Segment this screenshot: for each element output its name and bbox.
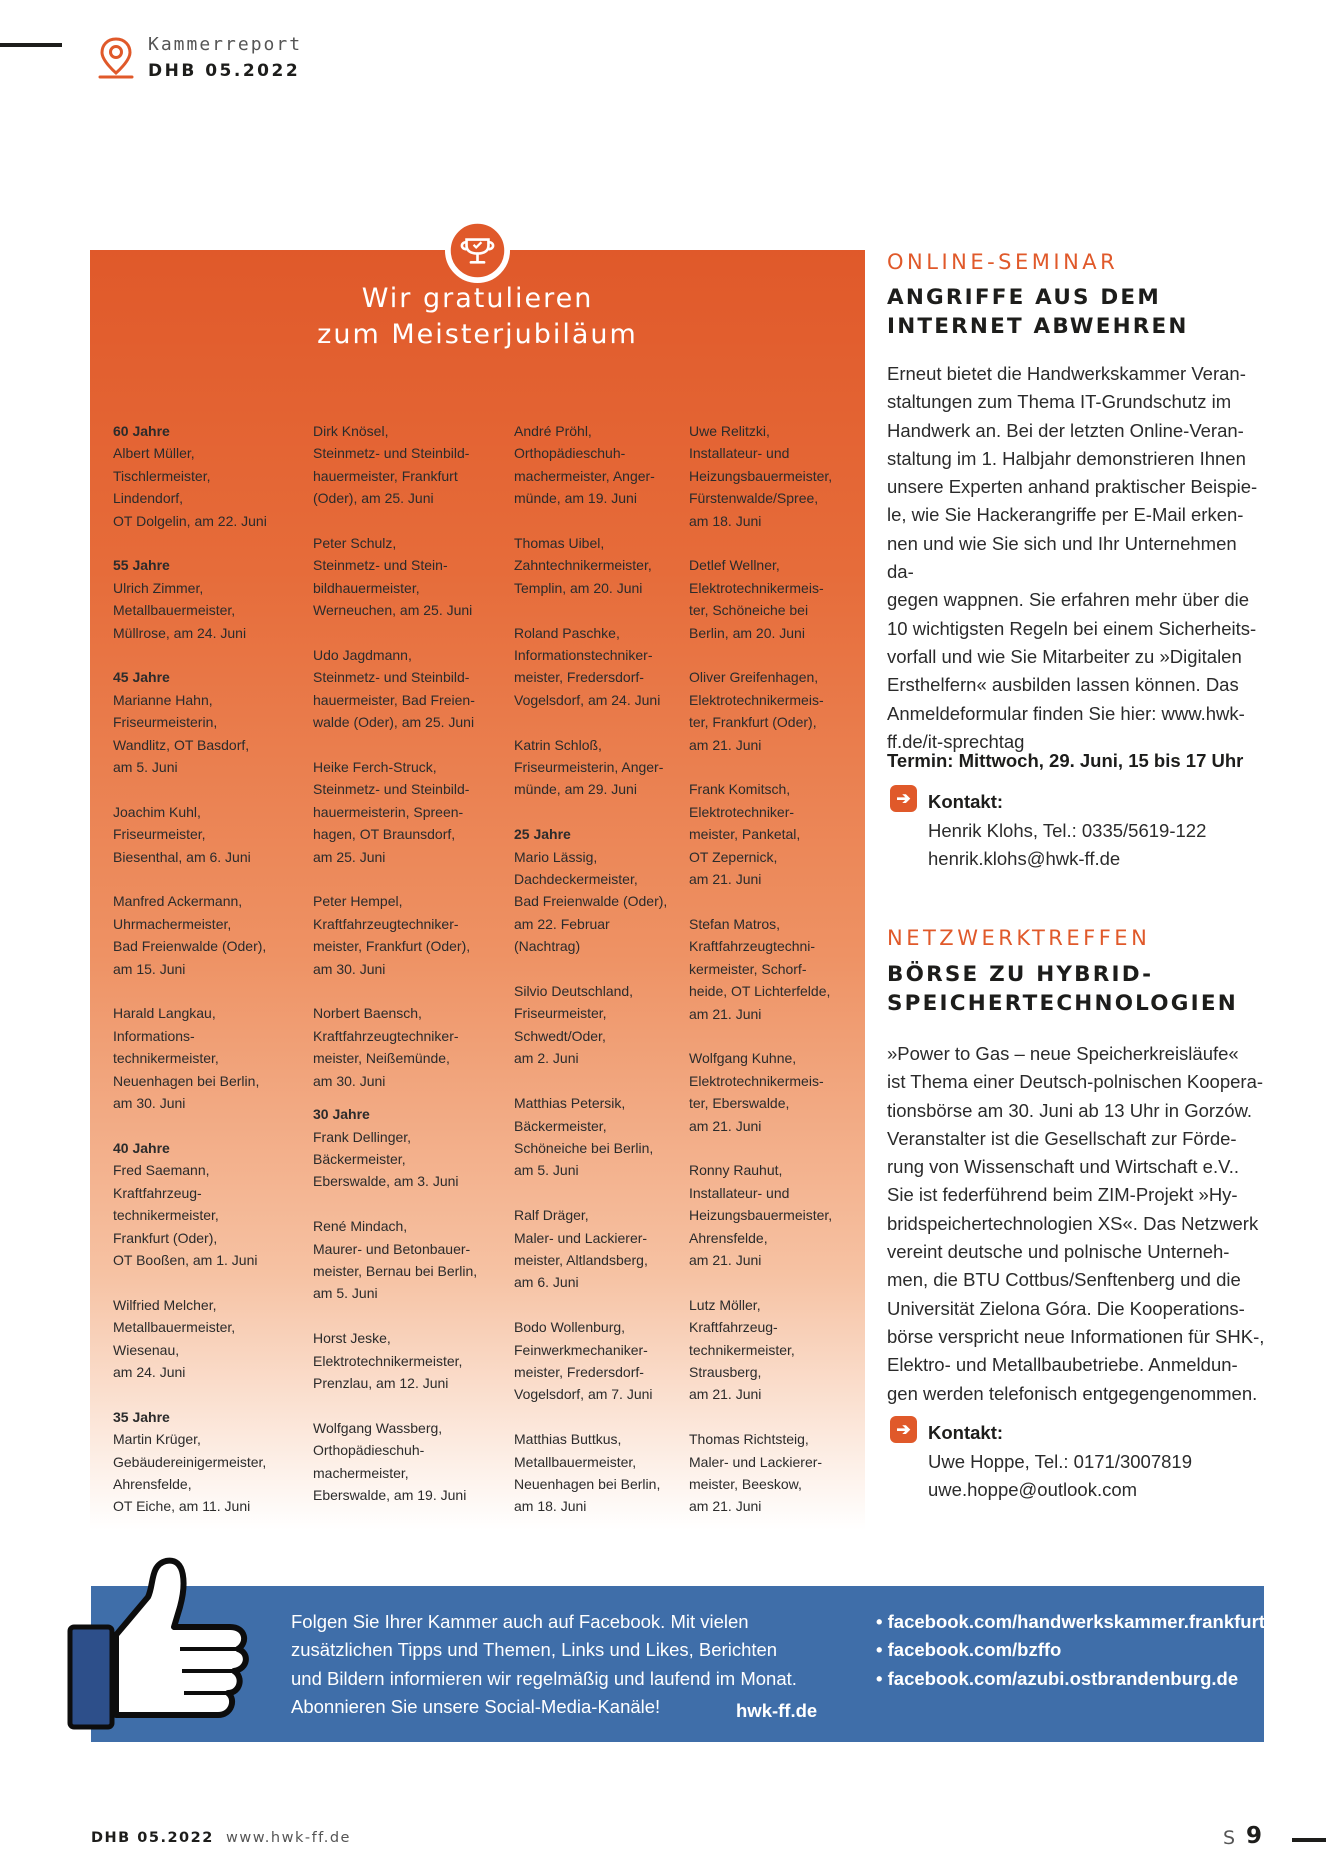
jubilee-entry bbox=[313, 1002, 477, 1092]
seminar-contact-label: Kontakt: bbox=[928, 791, 1004, 812]
jubilee-entry-line: Fürstenwalde/Spree, bbox=[689, 490, 819, 507]
jubilee-entry-line: Stefan Matros, bbox=[689, 915, 781, 932]
jubilee-entry-line: am 22. Februar bbox=[514, 915, 610, 932]
jubilee-entry bbox=[689, 913, 832, 1025]
jubilee-entry-line: Elektrotechnikermeis- bbox=[689, 691, 824, 708]
jubilee-entry-line: Ahrensfelde, bbox=[689, 1229, 768, 1246]
seminar-body bbox=[887, 360, 1267, 756]
jubilee-entry-line: hauermeister, Bad Freien- bbox=[313, 691, 475, 708]
jubilee-entry-line: Peter Schulz, bbox=[313, 535, 397, 552]
jubilee-entry-line: Uwe Relitzki, bbox=[689, 423, 770, 439]
jubilee-entry-line: am 24. Juni bbox=[113, 1363, 186, 1380]
header-section: Kammerreport bbox=[148, 34, 303, 55]
jubilee-entry-line: René Mindach, bbox=[313, 1218, 408, 1235]
seminar-contact bbox=[928, 817, 1206, 874]
jubilee-entry-line: Fred Saemann, bbox=[113, 1162, 210, 1179]
jubilee-entry bbox=[113, 420, 267, 532]
jubilee-entry bbox=[514, 823, 667, 957]
jubilee-entry-line: Marianne Hahn, bbox=[113, 691, 213, 708]
jubilee-entry-line: hauermeister, Frankfurt bbox=[313, 467, 458, 484]
jubilee-entry-line: Gebäudereinigermeister, bbox=[113, 1453, 267, 1470]
jubilee-entry bbox=[313, 890, 477, 980]
jubilee-entry-line: am 25. Juni bbox=[313, 848, 386, 865]
jubilee-entry-line: Katrin Schloß, bbox=[514, 736, 602, 753]
jubilee-entry-line: Steinmetz- und Stein- bbox=[313, 557, 448, 574]
jubilee-entry-line: Eberswalde, am 19. Juni bbox=[313, 1486, 467, 1503]
jubilee-entry-line: am 18. Juni bbox=[689, 512, 762, 529]
jubilee-entry bbox=[689, 666, 832, 756]
jubilee-entry bbox=[689, 778, 832, 890]
network-body-line: Elektro- und Metallbaubetriebe. Anmeldun- bbox=[887, 1354, 1238, 1376]
facebook-text-line: Folgen Sie Ihrer Kammer auch auf Facebook. Mit vielen bbox=[291, 1611, 749, 1632]
seminar-title-line2: INTERNET ABWEHREN bbox=[887, 314, 1189, 339]
jubilee-entry-line: am 21. Juni bbox=[689, 1498, 762, 1515]
jubilee-entry-line: Frank Dellinger, bbox=[313, 1128, 412, 1145]
jubilee-entry-line: Wolfgang Wassberg, bbox=[313, 1419, 443, 1436]
jubilee-entry-line: Elektrotechniker- bbox=[689, 803, 795, 820]
seminar-body-line: Erneut bietet die Handwerkskammer Veran- bbox=[887, 363, 1246, 384]
jubilee-entry-line: Peter Hempel, bbox=[313, 893, 403, 910]
jubilee-entry-line: Vogelsdorf, am 24. Juni bbox=[514, 691, 661, 708]
jubilee-entry-line: bildhauermeister, bbox=[313, 579, 420, 596]
jubilee-entry-line: am 21. Juni bbox=[689, 871, 762, 888]
jubilee-entry-line: Metallbauermeister, bbox=[514, 1453, 637, 1470]
jubilee-entry-line: Friseurmeister, bbox=[514, 1005, 607, 1022]
jubilee-entry bbox=[689, 1047, 832, 1137]
footer-rule bbox=[1292, 1838, 1326, 1842]
network-title-line1: BÖRSE ZU HYBRID- bbox=[887, 962, 1154, 987]
jubilee-entry-line: Ronny Rauhut, bbox=[689, 1162, 783, 1179]
jubilee-entry-line: OT Eiche, am 11. Juni bbox=[113, 1498, 251, 1515]
jubilee-entry-line: kermeister, Schorf- bbox=[689, 960, 807, 977]
jubilee-entry-line: Kraftfahrzeugtechniker- bbox=[313, 915, 459, 932]
jubilee-entry-line: am 21. Juni bbox=[689, 1005, 762, 1022]
jubilee-entry-line: Elektrotechnikermeis- bbox=[689, 579, 824, 596]
jubilee-group-heading: 40 Jahre bbox=[113, 1139, 170, 1156]
jubilee-entry-line: Wandlitz, OT Basdorf, bbox=[113, 736, 250, 753]
jubilee-entry-line: Manfred Ackermann, bbox=[113, 893, 243, 910]
jubilee-entry-line: am 6. Juni bbox=[514, 1274, 579, 1291]
network-body-line: tionsbörse am 30. Juni ab 13 Uhr in Gorzów. bbox=[887, 1099, 1253, 1121]
jubilee-entry-line: Heike Ferch-Struck, bbox=[313, 759, 437, 776]
jubilee-entry bbox=[313, 644, 477, 734]
jubilee-group-heading: 45 Jahre bbox=[113, 669, 170, 686]
jubilee-entry-line: meister, Altlandsberg, bbox=[514, 1251, 648, 1268]
jubilee-entry-line: Frankfurt (Oder), bbox=[113, 1229, 218, 1246]
jubilee-entry-line: am 18. Juni bbox=[514, 1498, 587, 1515]
jubilee-entry-line: am 21. Juni bbox=[689, 1386, 762, 1403]
jubilee-entry-line: Uhrmachermeister, bbox=[113, 915, 232, 932]
jubilee-entry-line: münde, am 19. Juni bbox=[514, 490, 637, 507]
jubilee-entry-line: Wiesenau, bbox=[113, 1341, 180, 1358]
jubilee-entry-line: hauermeisterin, Spreen- bbox=[313, 803, 464, 820]
jubilee-entry-line: Friseurmeister, bbox=[113, 826, 206, 843]
jubilee-entry-line: Vogelsdorf, am 7. Juni bbox=[514, 1386, 653, 1403]
congrats-title-line2: zum Meisterjubiläum bbox=[317, 319, 638, 350]
jubilee-entry-line: Tischlermeister, bbox=[113, 467, 211, 484]
jubilee-entry-line: Mario Lässig, bbox=[514, 848, 598, 865]
jubilee-entry-line: Silvio Deutschland, bbox=[514, 983, 634, 1000]
jubilee-group-heading: 25 Jahre bbox=[514, 826, 571, 843]
jubilee-group-heading: 35 Jahre bbox=[113, 1408, 170, 1425]
facebook-link[interactable]: • facebook.com/azubi.ostbrandenburg.de bbox=[876, 1667, 1239, 1689]
jubilee-entry-line: am 5. Juni bbox=[514, 1162, 579, 1179]
footer-website[interactable]: www.hwk-ff.de bbox=[226, 1830, 351, 1846]
jubilee-entry-line: Thomas Richtsteig, bbox=[689, 1431, 809, 1448]
jubilee-entry bbox=[113, 1002, 267, 1114]
jubilee-entry-line: Dirk Knösel, bbox=[313, 423, 389, 439]
jubilee-entry-line: Bodo Wollenburg, bbox=[514, 1319, 626, 1336]
jubilee-entry-line: Matthias Petersik, bbox=[514, 1095, 626, 1112]
jubilee-entry-line: am 21. Juni bbox=[689, 736, 762, 753]
facebook-link[interactable]: • facebook.com/handwerkskammer.frankfurt bbox=[876, 1611, 1265, 1632]
facebook-links bbox=[876, 1608, 1265, 1693]
jubilee-entry bbox=[689, 1294, 832, 1406]
jubilee-entry-line: Installateur- und bbox=[689, 1184, 790, 1201]
jubilee-entry-line: Bäckermeister, bbox=[514, 1117, 607, 1134]
jubilee-entry-line: technikermeister, bbox=[113, 1207, 219, 1224]
congrats-column-4 bbox=[689, 420, 832, 1518]
arrow-right-icon: ➔ bbox=[890, 785, 917, 812]
network-body-line: rung von Wissenschaft und Wirtschaft e.V.. bbox=[887, 1156, 1240, 1178]
network-kicker: NETZWERKTREFFEN bbox=[887, 926, 1151, 950]
header-rule bbox=[0, 43, 62, 47]
jubilee-entry-line: hagen, OT Braunsdorf, bbox=[313, 826, 456, 843]
jubilee-entry-line: Orthopädieschuh- bbox=[514, 445, 626, 462]
jubilee-entry-line: meister, Panketal, bbox=[689, 826, 801, 843]
network-body-line: Veranstalter ist die Gesellschaft zur Förde- bbox=[887, 1127, 1237, 1149]
jubilee-entry-line: Norbert Baensch, bbox=[313, 1005, 422, 1022]
jubilee-entry-line: Metallbauermeister, bbox=[113, 602, 236, 619]
jubilee-entry bbox=[514, 420, 667, 510]
seminar-body-line: nen und wie Sie sich und Ihr Unternehmen da- bbox=[887, 532, 1237, 583]
jubilee-entry bbox=[113, 1294, 267, 1384]
jubilee-entry-line: Heizungsbauermeister, bbox=[689, 467, 833, 484]
jubilee-entry-line: meister, Fredersdorf- bbox=[514, 669, 644, 686]
seminar-contact-email[interactable]: henrik.klohs@hwk-ff.de bbox=[928, 848, 1121, 870]
footer-info bbox=[91, 1830, 351, 1846]
jubilee-entry-line: OT Zepernick, bbox=[689, 848, 778, 865]
jubilee-entry-line: Detlef Wellner, bbox=[689, 557, 780, 574]
jubilee-entry-line: Bad Freienwalde (Oder), bbox=[113, 938, 267, 955]
jubilee-entry-line: Feinwerkmechaniker- bbox=[514, 1341, 648, 1358]
network-body-line: »Power to Gas – neue Speicherkreisläufe« bbox=[887, 1043, 1239, 1064]
jubilee-entry-line: meister, Frankfurt (Oder), bbox=[313, 938, 471, 955]
congrats-column-3 bbox=[514, 420, 667, 1518]
jubilee-entry-line: am 21. Juni bbox=[689, 1251, 762, 1268]
jubilee-entry-line: Berlin, am 20. Juni bbox=[689, 624, 805, 641]
network-contact-label: Kontakt: bbox=[928, 1422, 1004, 1443]
jubilee-entry-line: am 30. Juni bbox=[313, 960, 386, 977]
jubilee-entry bbox=[689, 420, 832, 532]
jubilee-entry bbox=[113, 1406, 267, 1518]
jubilee-entry-line: Maler- und Lackierer- bbox=[514, 1229, 648, 1246]
seminar-title bbox=[887, 283, 1189, 341]
jubilee-entry-line: Matthias Buttkus, bbox=[514, 1431, 622, 1448]
page-number: 9 bbox=[1246, 1823, 1263, 1849]
jubilee-entry bbox=[113, 801, 267, 868]
seminar-body-line: staltung im 1. Halbjahr demonstrieren Ihnen bbox=[887, 447, 1246, 469]
jubilee-entry-line: Maurer- und Betonbauer- bbox=[313, 1240, 471, 1257]
jubilee-group-heading: 30 Jahre bbox=[313, 1106, 370, 1123]
jubilee-entry bbox=[113, 666, 267, 778]
jubilee-entry-line: Neuenhagen bei Berlin, bbox=[514, 1475, 661, 1492]
jubilee-entry-line: Neuenhagen bei Berlin, bbox=[113, 1072, 260, 1089]
arrow-right-icon: ➔ bbox=[890, 1416, 917, 1443]
jubilee-entry bbox=[689, 1159, 832, 1271]
jubilee-entry-line: Prenzlau, am 12. Juni bbox=[313, 1374, 449, 1391]
jubilee-entry bbox=[113, 554, 267, 644]
jubilee-entry-line: Eberswalde, am 3. Juni bbox=[313, 1173, 459, 1190]
jubilee-entry-line: Kraftfahrzeugtechni- bbox=[689, 938, 816, 955]
jubilee-entry-line: Albert Müller, bbox=[113, 445, 195, 462]
jubilee-entry-line: Elektrotechnikermeister, bbox=[313, 1352, 463, 1369]
facebook-text-line: Abonnieren Sie unsere Social-Media-Kanäle! bbox=[291, 1695, 661, 1717]
congrats-column-2 bbox=[313, 420, 477, 1506]
jubilee-entry-line: Dachdeckermeister, bbox=[514, 871, 638, 888]
jubilee-entry bbox=[313, 1417, 477, 1507]
jubilee-entry bbox=[313, 1103, 477, 1193]
location-pin-icon bbox=[97, 36, 135, 80]
jubilee-entry-line: Installateur- und bbox=[689, 445, 790, 462]
congrats-column-1 bbox=[113, 420, 267, 1518]
jubilee-entry bbox=[514, 1204, 667, 1294]
jubilee-entry-line: (Nachtrag) bbox=[514, 938, 581, 955]
jubilee-entry-line: Schöneiche bei Berlin, bbox=[514, 1139, 654, 1156]
jubilee-entry-line: am 2. Juni bbox=[514, 1050, 579, 1067]
jubilee-entry-line: Steinmetz- und Steinbild- bbox=[313, 669, 470, 686]
jubilee-entry-line: Harald Langkau, bbox=[113, 1005, 216, 1022]
jubilee-entry-line: Templin, am 20. Juni bbox=[514, 579, 643, 596]
seminar-body-line: vorfall und wie Sie Mitarbeiter zu »Digitalen bbox=[887, 645, 1242, 667]
network-title bbox=[887, 960, 1238, 1018]
seminar-body-line: Handwerk an. Bei der letzten Online-Veran- bbox=[887, 419, 1244, 441]
jubilee-entry-line: Strausberg, bbox=[689, 1363, 762, 1380]
jubilee-entry-line: am 15. Juni bbox=[113, 960, 186, 977]
jubilee-entry-line: Steinmetz- und Steinbild- bbox=[313, 445, 470, 462]
jubilee-entry-line: Schwedt/Oder, bbox=[514, 1027, 606, 1044]
jubilee-entry-line: Friseurmeisterin, Anger- bbox=[514, 759, 664, 776]
jubilee-entry-line: machermeister, bbox=[313, 1464, 409, 1481]
jubilee-entry-line: walde (Oder), am 25. Juni bbox=[313, 714, 475, 731]
seminar-kicker: ONLINE-SEMINAR bbox=[887, 250, 1119, 274]
jubilee-entry-line: meister, Neißemünde, bbox=[313, 1050, 450, 1067]
jubilee-entry-line: Lindendorf, bbox=[113, 490, 184, 507]
network-body-line: vereint deutsche und polnische Unterneh- bbox=[887, 1241, 1230, 1263]
footer-issue: DHB 05.2022 bbox=[91, 1830, 214, 1846]
network-body-line: börse verspricht neue Informationen für SHK-, bbox=[887, 1325, 1265, 1347]
jubilee-entry-line: Wolfgang Kuhne, bbox=[689, 1050, 797, 1067]
jubilee-entry bbox=[514, 1316, 667, 1406]
jubilee-entry-line: meister, Bernau bei Berlin, bbox=[313, 1262, 478, 1279]
jubilee-entry-line: am 30. Juni bbox=[313, 1072, 386, 1089]
jubilee-entry-line: Ralf Dräger, bbox=[514, 1207, 589, 1224]
network-contact-name: Uwe Hoppe, Tel.: 0171/3007819 bbox=[928, 1451, 1192, 1472]
network-body-line: ist Thema einer Deutsch-polnischen Koopera- bbox=[887, 1071, 1264, 1093]
facebook-text-line: und Bildern informieren wir regelmäßig und laufend im Monat. bbox=[291, 1667, 797, 1689]
facebook-text-line: zusätzlichen Tipps und Themen, Links und Likes, Berichten bbox=[291, 1639, 778, 1661]
jubilee-entry-line: Müllrose, am 24. Juni bbox=[113, 624, 247, 641]
seminar-contact-name: Henrik Klohs, Tel.: 0335/5619-122 bbox=[928, 820, 1207, 841]
jubilee-entry-line: OT Booßen, am 1. Juni bbox=[113, 1251, 258, 1268]
jubilee-entry-line: machermeister, Anger- bbox=[514, 467, 655, 484]
page-prefix: S bbox=[1223, 1827, 1236, 1849]
jubilee-entry-line: münde, am 29. Juni bbox=[514, 781, 637, 798]
jubilee-entry-line: Ahrensfelde, bbox=[113, 1475, 192, 1492]
jubilee-entry bbox=[313, 756, 477, 868]
jubilee-entry bbox=[689, 1428, 832, 1518]
jubilee-entry-line: ter, Schöneiche bei bbox=[689, 602, 809, 619]
header-issue: DHB 05.2022 bbox=[148, 61, 301, 81]
facebook-website-link[interactable]: hwk-ff.de bbox=[736, 1700, 818, 1721]
jubilee-entry-line: Horst Jeske, bbox=[313, 1330, 391, 1347]
jubilee-entry-line: Kraftfahrzeug- bbox=[113, 1184, 202, 1201]
seminar-body-line: staltungen zum Thema IT-Grundschutz im bbox=[887, 391, 1232, 413]
jubilee-entry-line: Martin Krüger, bbox=[113, 1431, 201, 1448]
jubilee-entry-line: Frank Komitsch, bbox=[689, 781, 791, 798]
jubilee-group-heading: 55 Jahre bbox=[113, 557, 170, 574]
jubilee-entry bbox=[313, 420, 477, 510]
jubilee-entry bbox=[313, 1215, 477, 1305]
jubilee-entry-line: André Pröhl, bbox=[514, 423, 592, 439]
jubilee-entry bbox=[514, 734, 667, 801]
seminar-body-line: le, wie Sie Hackerangriffe per E-Mail erken- bbox=[887, 504, 1244, 526]
network-body bbox=[887, 1040, 1267, 1408]
network-title-line2: SPEICHERTECHNOLOGIEN bbox=[887, 991, 1238, 1016]
jubilee-entry-line: Steinmetz- und Steinbild- bbox=[313, 781, 470, 798]
jubilee-entry-line: Informationstechniker- bbox=[514, 647, 653, 664]
jubilee-entry-line: Orthopädieschuh- bbox=[313, 1442, 425, 1459]
jubilee-entry-line: technikermeister, bbox=[689, 1341, 795, 1358]
jubilee-group-heading: 60 Jahre bbox=[113, 423, 170, 439]
jubilee-entry-line: Zahntechnikermeister, bbox=[514, 557, 652, 574]
jubilee-entry-line: technikermeister, bbox=[113, 1050, 219, 1067]
jubilee-entry bbox=[313, 532, 477, 622]
jubilee-entry-line: ter, Eberswalde, bbox=[689, 1095, 790, 1112]
network-contact-email[interactable]: uwe.hoppe@outlook.com bbox=[928, 1479, 1138, 1501]
jubilee-entry-line: am 5. Juni bbox=[113, 759, 178, 776]
network-body-line: men, die BTU Cottbus/Senftenberg und die bbox=[887, 1269, 1241, 1291]
jubilee-entry-line: heide, OT Lichterfelde, bbox=[689, 983, 831, 1000]
jubilee-entry-line: (Oder), am 25. Juni bbox=[313, 490, 434, 507]
jubilee-entry bbox=[313, 1327, 477, 1394]
jubilee-entry-line: Metallbauermeister, bbox=[113, 1319, 236, 1336]
jubilee-entry-line: Biesenthal, am 6. Juni bbox=[113, 848, 251, 865]
jubilee-entry-line: Ulrich Zimmer, bbox=[113, 579, 204, 596]
jubilee-entry bbox=[514, 980, 667, 1070]
jubilee-entry-line: meister, Beeskow, bbox=[689, 1475, 802, 1492]
seminar-body-line: ff.de/it-sprechtag bbox=[887, 730, 1025, 752]
congrats-title bbox=[90, 281, 865, 353]
jubilee-entry-line: Maler- und Lackierer- bbox=[689, 1453, 823, 1470]
jubilee-entry-line: Kraftfahrzeug- bbox=[689, 1319, 778, 1336]
network-body-line: Universität Zielona Góra. Die Kooperations- bbox=[887, 1297, 1245, 1319]
jubilee-entry-line: Heizungsbauermeister, bbox=[689, 1207, 833, 1224]
jubilee-entry bbox=[514, 532, 667, 599]
jubilee-entry-line: Werneuchen, am 25. Juni bbox=[313, 602, 473, 619]
jubilee-entry-line: Oliver Greifenhagen, bbox=[689, 669, 819, 686]
jubilee-entry bbox=[689, 554, 832, 644]
jubilee-entry bbox=[514, 622, 667, 712]
thumbs-up-icon bbox=[62, 1555, 252, 1745]
seminar-body-line: unsere Experten anhand praktischer Beispie- bbox=[887, 476, 1258, 498]
jubilee-entry-line: Udo Jagdmann, bbox=[313, 647, 412, 664]
jubilee-entry-line: OT Dolgelin, am 22. Juni bbox=[113, 512, 267, 529]
jubilee-entry-line: Joachim Kuhl, bbox=[113, 803, 201, 820]
network-body-line: bridspeichertechnologien XS«. Das Netzwerk bbox=[887, 1212, 1259, 1234]
facebook-link[interactable]: • facebook.com/bzffo bbox=[876, 1639, 1062, 1661]
congrats-title-line1: Wir gratulieren bbox=[361, 283, 594, 314]
jubilee-entry-line: am 21. Juni bbox=[689, 1117, 762, 1134]
seminar-body-line: Ersthelfern« ausbilden lassen können. Das bbox=[887, 674, 1239, 696]
jubilee-entry-line: Wilfried Melcher, bbox=[113, 1296, 217, 1313]
jubilee-entry-line: Bad Freienwalde (Oder), bbox=[514, 893, 668, 910]
jubilee-entry-line: Informations- bbox=[113, 1027, 195, 1044]
network-body-line: gen werden telefonisch entgegengenommen. bbox=[887, 1382, 1258, 1404]
seminar-body-line: 10 wichtigsten Regeln bei einem Sicherheits- bbox=[887, 617, 1257, 639]
jubilee-entry-line: Lutz Möller, bbox=[689, 1296, 761, 1313]
jubilee-entry-line: Thomas Uibel, bbox=[514, 535, 605, 552]
jubilee-entry-line: Elektrotechnikermeis- bbox=[689, 1072, 824, 1089]
seminar-body-line: Anmeldeformular finden Sie hier: www.hwk- bbox=[887, 702, 1245, 724]
network-body-line: Sie ist federführend beim ZIM-Projekt »Hy- bbox=[887, 1184, 1238, 1206]
jubilee-entry-line: am 30. Juni bbox=[113, 1095, 186, 1112]
jubilee-entry bbox=[113, 890, 267, 980]
jubilee-entry-line: Bäckermeister, bbox=[313, 1150, 406, 1167]
jubilee-entry-line: am 5. Juni bbox=[313, 1285, 378, 1302]
jubilee-entry-line: Roland Paschke, bbox=[514, 624, 620, 641]
seminar-title-line1: ANGRIFFE AUS DEM bbox=[887, 285, 1161, 310]
jubilee-entry-line: Friseurmeisterin, bbox=[113, 714, 218, 731]
jubilee-entry-line: Kraftfahrzeugtechniker- bbox=[313, 1027, 459, 1044]
network-contact bbox=[928, 1448, 1192, 1505]
jubilee-entry-line: meister, Fredersdorf- bbox=[514, 1363, 644, 1380]
jubilee-entry-line: ter, Frankfurt (Oder), bbox=[689, 714, 817, 731]
jubilee-entry bbox=[514, 1092, 667, 1182]
trophy-icon bbox=[445, 218, 510, 283]
seminar-termin: Termin: Mittwoch, 29. Juni, 15 bis 17 Uhr bbox=[887, 750, 1244, 771]
jubilee-entry bbox=[514, 1428, 667, 1518]
seminar-body-line: gegen wappnen. Sie erfahren mehr über die bbox=[887, 589, 1250, 611]
jubilee-entry bbox=[113, 1137, 267, 1271]
